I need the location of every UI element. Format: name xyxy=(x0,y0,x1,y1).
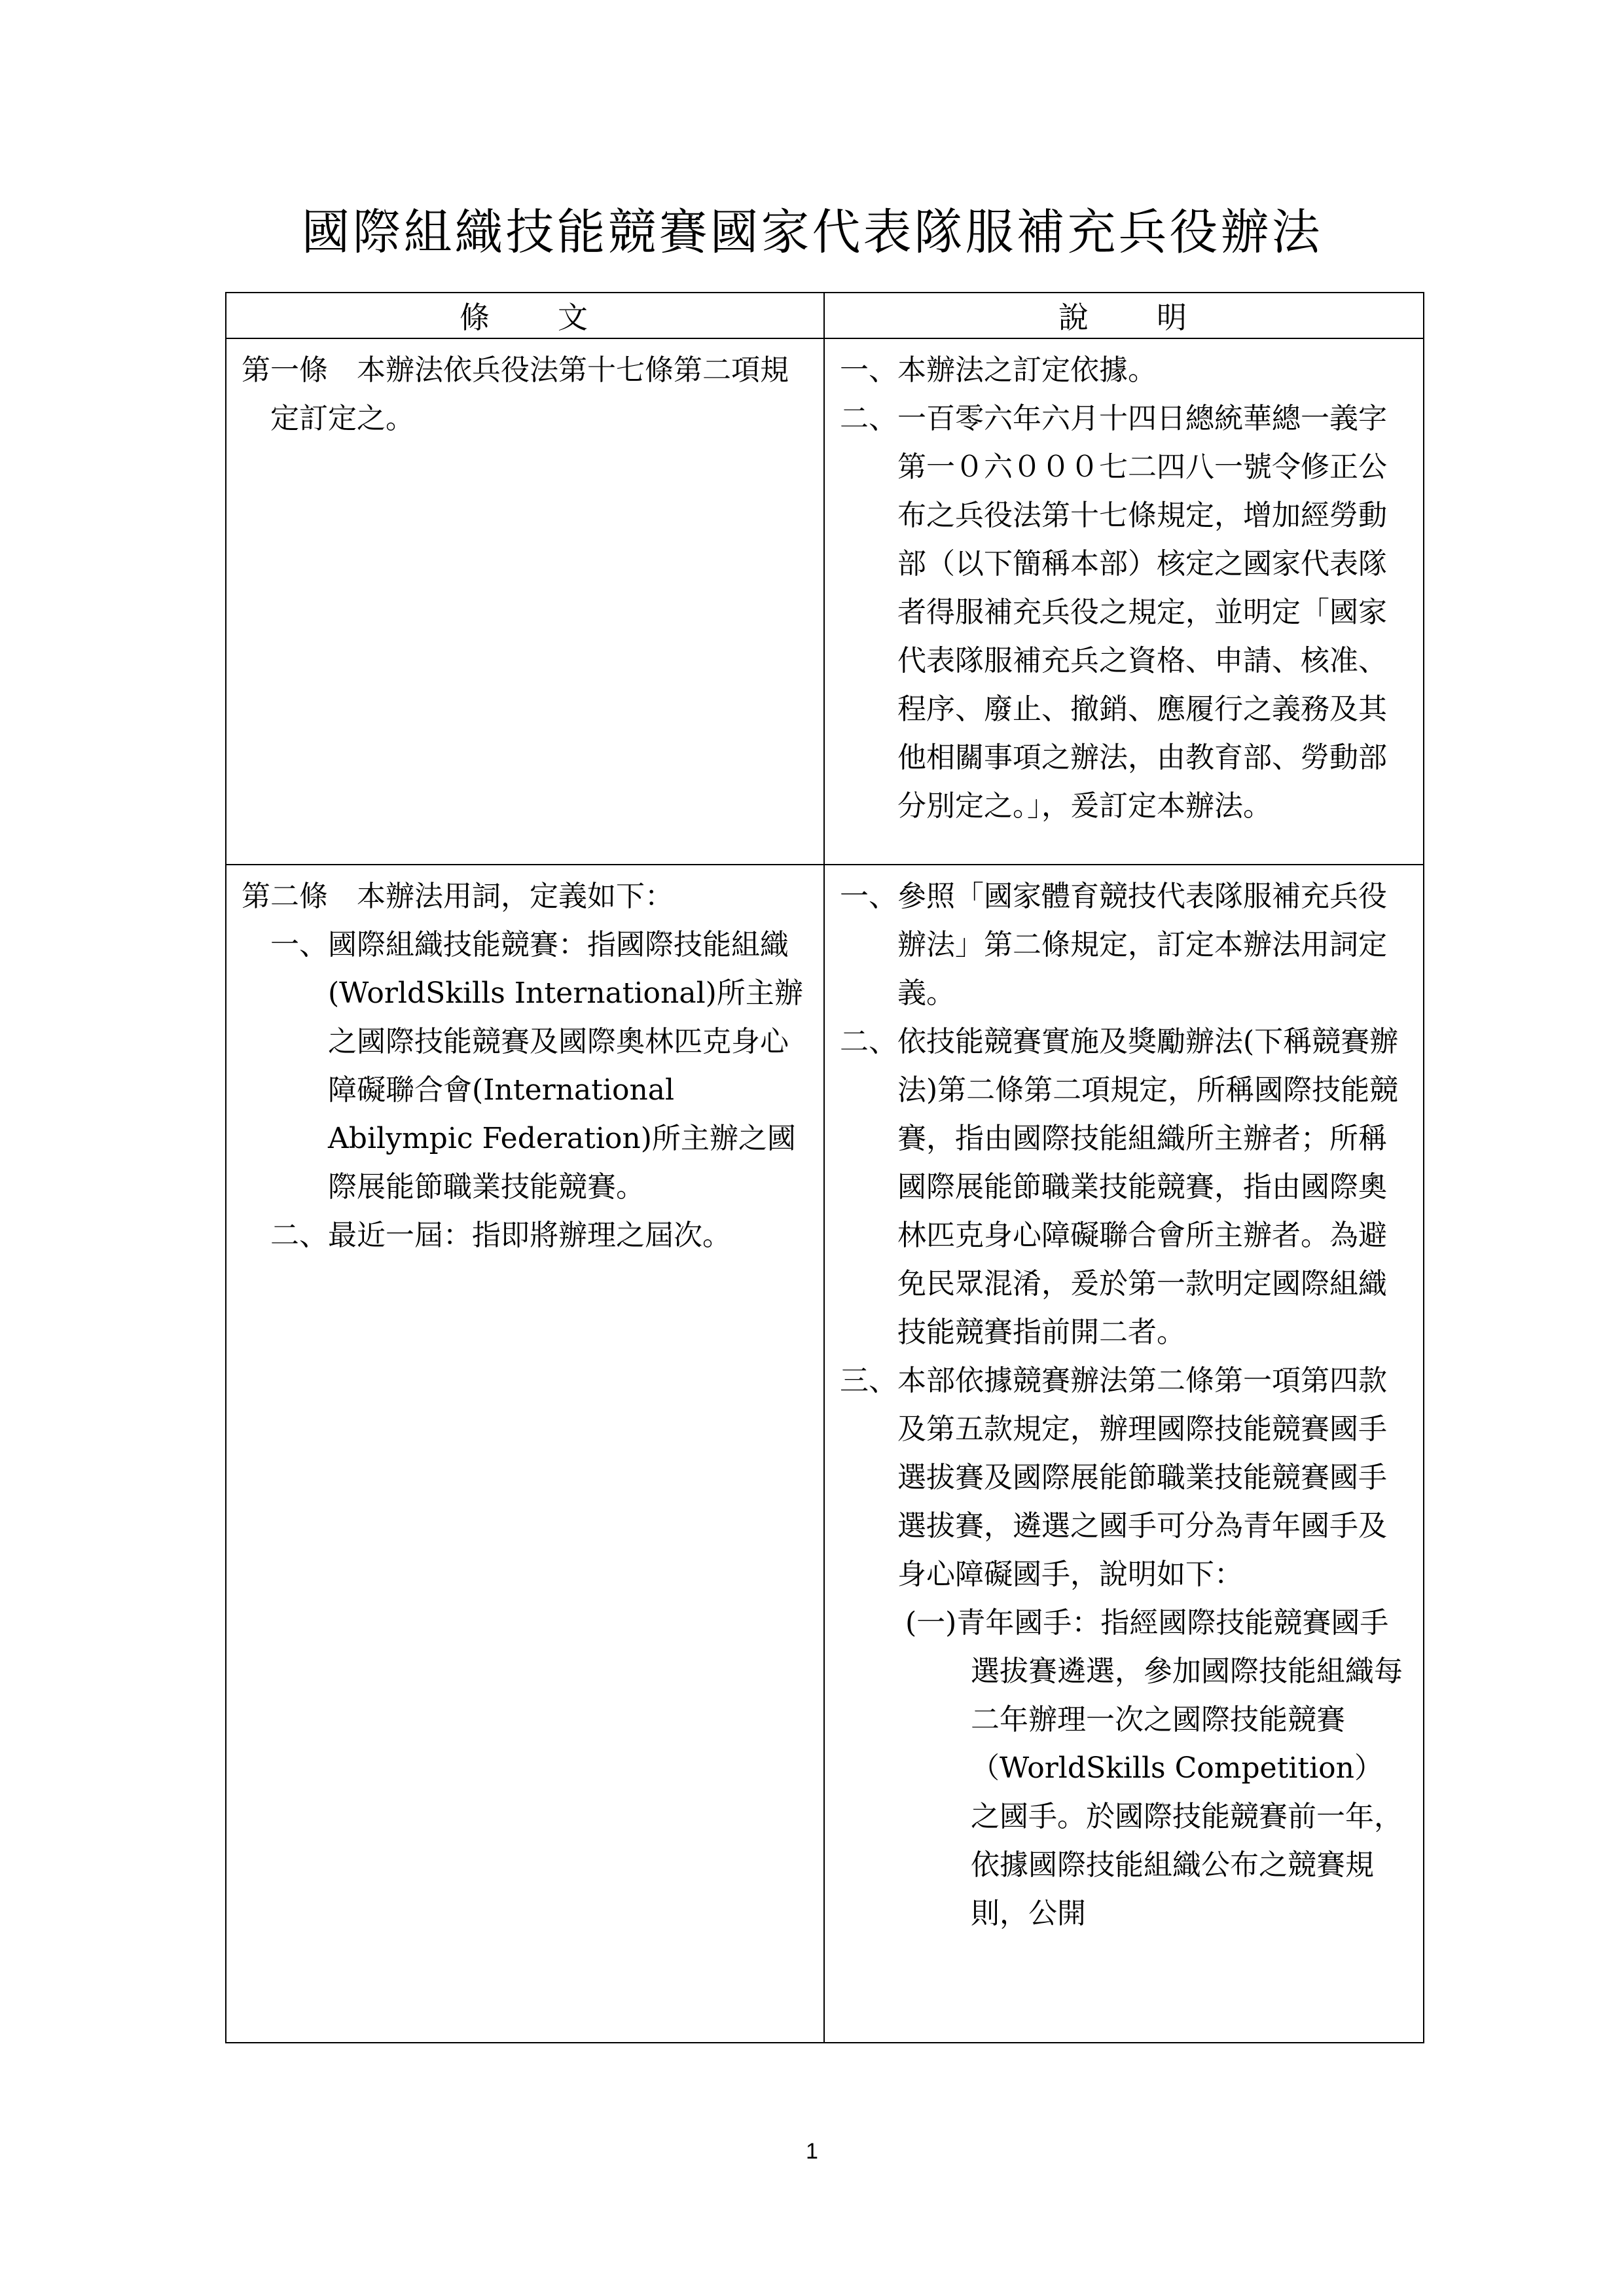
article-cell xyxy=(226,338,824,865)
header-explanation: 說 明 xyxy=(824,293,1424,338)
table-row xyxy=(226,865,1424,2043)
definition-item xyxy=(242,1211,808,1260)
article-lead: 第一條 本辦法依兵役法第十七條第二項規定訂定之。 xyxy=(242,353,789,435)
item-text: 本辦法之訂定依據。 xyxy=(897,353,1157,387)
explanation-item xyxy=(840,1357,1408,1599)
regulation-table xyxy=(225,292,1424,2043)
header-article: 條 文 xyxy=(226,293,824,338)
item-text: 本部依據競賽辦法第二條第一項第四款及第五款規定，辦理國際技能競賽國手選拔賽及國際展能節職業技能競賽國手選拔賽，遴選之國手可分為青年國手及身心障礙國手，說明如下： xyxy=(897,1364,1387,1591)
explanation-item xyxy=(840,1018,1408,1357)
item-number: 二、 xyxy=(840,1025,897,1058)
table-header-row xyxy=(226,293,1424,338)
item-text: 參照「國家體育競技代表隊服補充兵役辦法」第二條規定，訂定本辦法用詞定義。 xyxy=(897,880,1387,1010)
item-number: 三、 xyxy=(840,1364,897,1397)
explanation-item xyxy=(840,872,1408,1018)
explanation-item xyxy=(840,346,1408,395)
item-text: 一百零六年六月十四日總統華總一義字第一０六０００七二四八一號令修正公布之兵役法第十七條規定，增加經勞動部（以下簡稱本部）核定之國家代表隊者得服補充兵役之規定，並明定「國家代表隊服補充兵之資格、申請、核准、程序、廢止、撤銷、應履行之義務及其他相關事項之辦法，由教育部、勞動部分別定之。」，爰訂定本辦法。 xyxy=(897,402,1387,823)
definition-item xyxy=(242,921,808,1211)
article-cell xyxy=(226,865,824,2043)
page-number: 1 xyxy=(806,2139,818,2164)
item-number: 一、 xyxy=(270,928,328,961)
item-number: 一、 xyxy=(840,880,897,913)
item-text: 最近一屆：指即將辦理之屆次。 xyxy=(328,1219,731,1252)
subitem-number: (一) xyxy=(905,1606,957,1640)
item-text: 依技能競賽實施及獎勵辦法(下稱競賽辦法)第二條第二項規定，所稱國際技能競賽，指由國際技能組織所主辦者；所稱國際展能節職業技能競賽，指由國際奧林匹克身心障礙聯合會所主辦者。為避免民眾混淆，爰於第一款明定國際組織技能競賽指前開二者。 xyxy=(897,1025,1399,1349)
explanation-subitem xyxy=(840,1599,1408,1938)
item-number: 二、 xyxy=(840,402,897,435)
explanation-cell xyxy=(824,865,1424,2043)
document-title: 國際組織技能競賽國家代表隊服補充兵役辦法 xyxy=(301,204,1323,260)
item-number: 一、 xyxy=(840,353,897,387)
item-text: 國際組織技能競賽：指國際技能組織(WorldSkills International)所主辦之國際技能競賽及國際奧林匹克身心障礙聯合會(International Abilympic Federation)所主辦之國際展能節職業技能競賽。 xyxy=(328,928,803,1204)
table-row xyxy=(226,338,1424,865)
explanation-item xyxy=(840,395,1408,831)
explanation-cell xyxy=(824,338,1424,865)
article-lead: 第二條 本辦法用詞，定義如下： xyxy=(242,880,674,913)
item-number: 二、 xyxy=(270,1219,328,1252)
subitem-text: 青年國手：指經國際技能競賽國手選拔賽遴選，參加國際技能組織每二年辦理一次之國際技能競賽（WorldSkills Competition）之國手。於國際技能競賽前一年，依據國際技能組織公布之競賽規則，公開 xyxy=(956,1606,1403,1930)
